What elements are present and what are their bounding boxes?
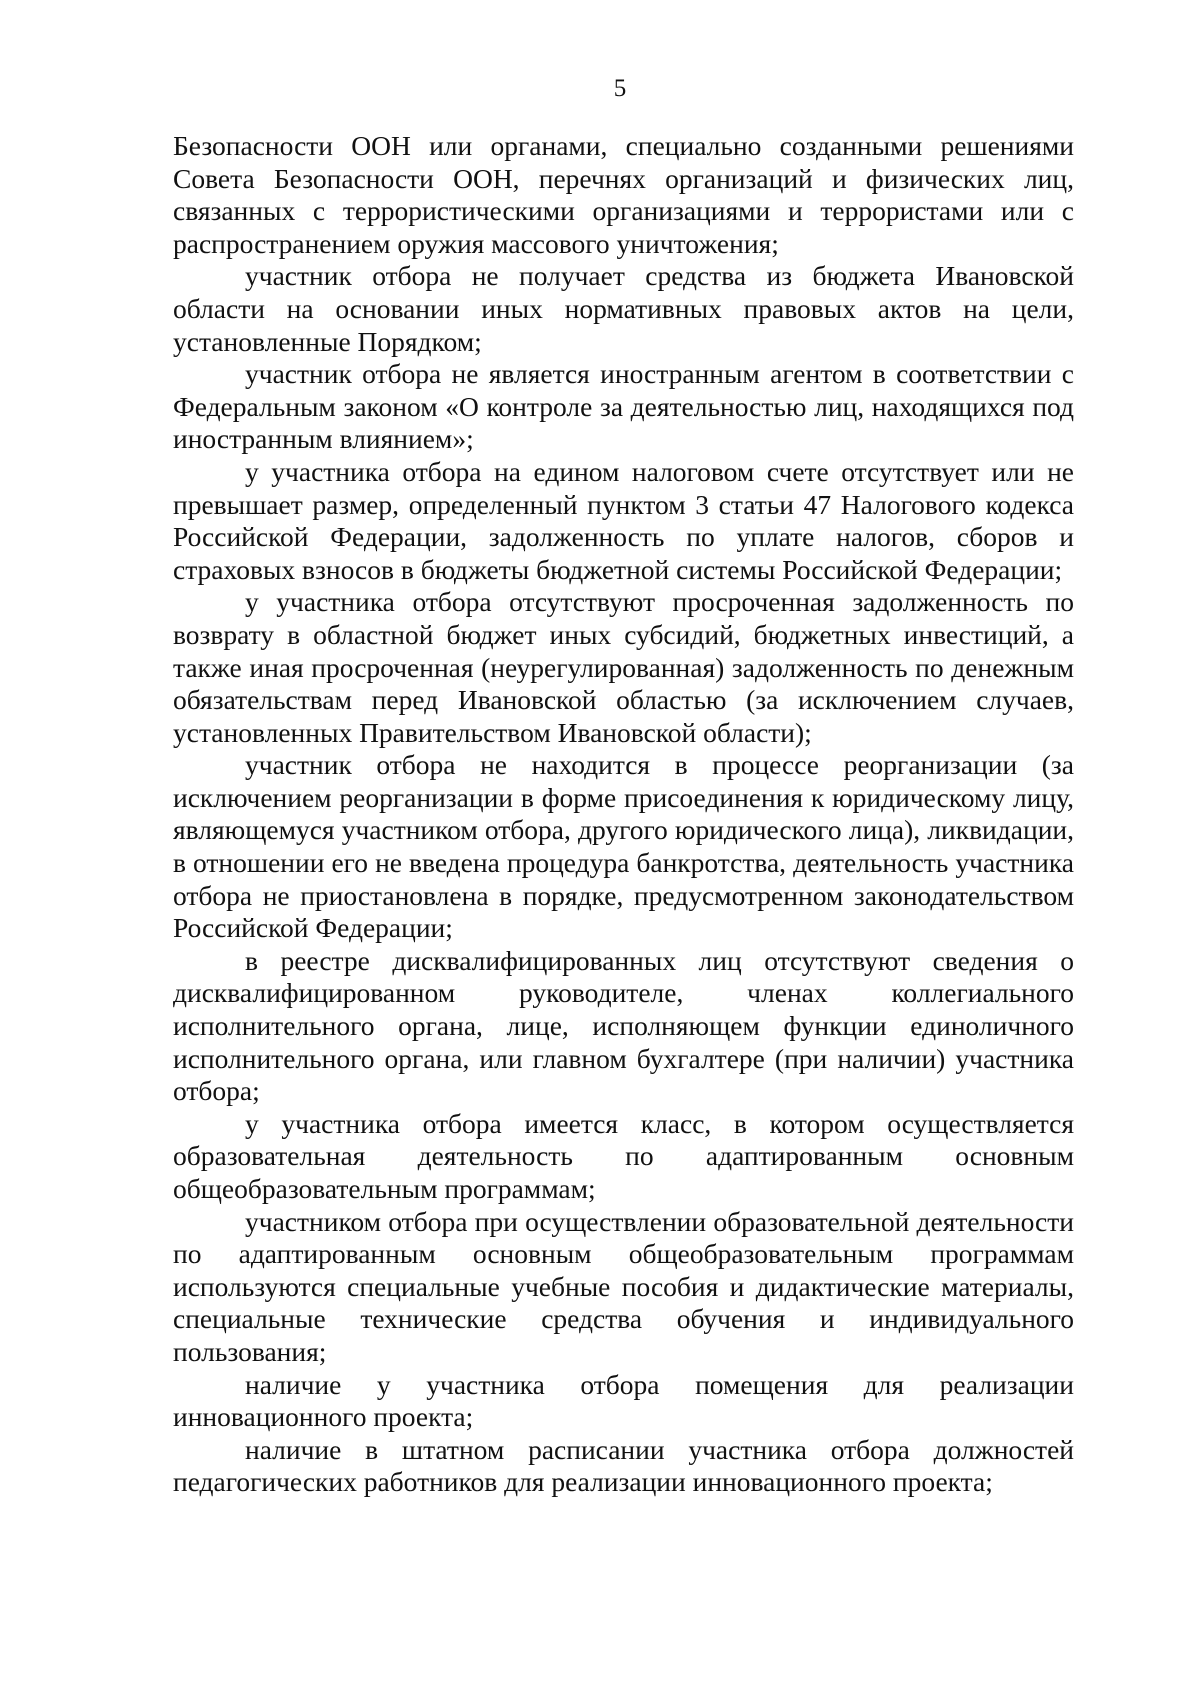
paragraph-no-budget-funds: участник отбора не получает средства из бюджета Ивановской области на основании иных нормативных правовых актов на цели, установленные Порядком;	[173, 260, 1074, 357]
paragraph-special-materials: участником отбора при осуществлении образовательной деятельности по адаптированным основным общеобразовательным программам используются специальные учебные пособия и дидактические материалы, специальные технические средства обучения и индивидуального пользования;	[173, 1205, 1074, 1367]
paragraph-not-foreign-agent: участник отбора не является иностранным агентом в соответствии с Федеральным законом «О контроле за деятельностью лиц, находящихся под иностранным влиянием»;	[173, 358, 1074, 455]
paragraph-adapted-class: у участника отбора имеется класс, в котором осуществляется образовательная деятельность по адаптированным основным общеобразовательным программам;	[173, 1107, 1074, 1204]
paragraph-tax-debt: у участника отбора на едином налоговом счете отсутствует или не превышает размер, определенный пунктом 3 статьи 47 Налогового кодекса Российской Федерации, задолженность по уплате налогов, сборов и страховых взносов в бюджеты бюджетной системы Российской Федерации;	[173, 455, 1074, 585]
paragraph-sanctions-lists: Безопасности ООН или органами, специально созданными решениями Совета Безопасности ООН, перечнях организаций и физических лиц, связанных с террористическими организациями и террористами или с распространением оружия массового уничтожения;	[173, 130, 1074, 259]
paragraph-no-reorganization: участник отбора не находится в процессе реорганизации (за исключением реорганизации в форме присоединения к юридическому лицу, являющемуся участником отбора, другого юридического лица), ликвидации, в отношении его не введена процедура банкротства, деятельность участника отбора не приостановлена в порядке, предусмотренном законодательством Российской Федерации;	[173, 749, 1074, 944]
paragraph-overdue-debt: у участника отбора отсутствуют просроченная задолженность по возврату в областной бюджет иных субсидий, бюджетных инвестиций, а также иная просроченная (неурегулированная) задолженность по денежным обязательствам перед Ивановской областью (за исключением случаев, установленных Правительством Ивановской области);	[173, 586, 1074, 748]
page-number: 5	[613, 75, 627, 102]
document-body	[173, 130, 1074, 1499]
paragraph-staff-positions: наличие в штатном расписании участника отбора должностей педагогических работников для реализации инновационного проекта;	[173, 1433, 1074, 1498]
paragraph-disqualified-persons: в реестре дисквалифицированных лиц отсутствуют сведения о дисквалифицированном руководителе, членах коллегиального исполнительного органа, лице, исполняющем функции единоличного исполнительного органа, или главном бухгалтере (при наличии) участника отбора;	[173, 944, 1074, 1107]
paragraph-premises: наличие у участника отбора помещения для реализации инновационного проекта;	[173, 1368, 1074, 1433]
